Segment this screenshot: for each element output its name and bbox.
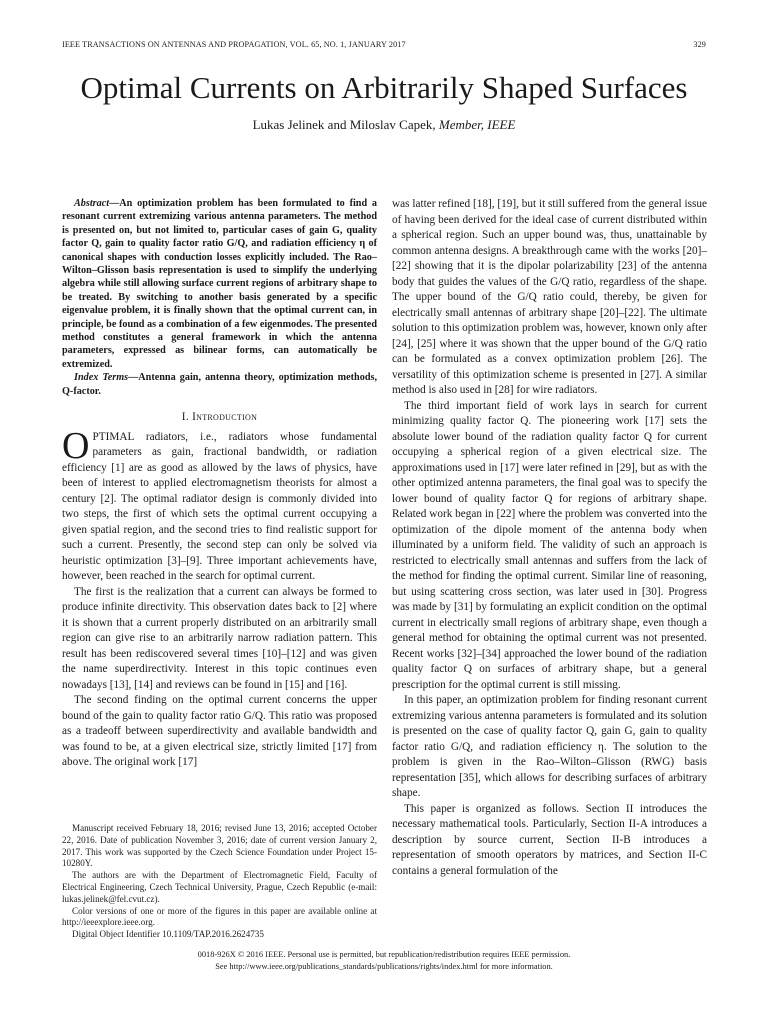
- intro-paragraph-1: OPTIMAL radiators, i.e., radiators whose fundamental parameters as gain, fractional bandwidth, or radiation efficiency [1] are as good as allowed by the laws of physics, have been of interest to applied electromagnetism theorists for almost a century [2]. The optimal radiator design is commonly divided into two steps, the first of which sets the optimal current occupying a given spatial region, and the second tries to find realistic support for such a current. Presently, the second step can only be solved via heuristic optimization [3]–[9]. Three important achievements have, however, been reached in the search for optimal current.: [62, 424, 377, 583]
- copyright-line-2: See http://www.ieee.org/publications_standards/publications/rights/index.html for more information.: [215, 962, 553, 971]
- running-header: [62, 40, 706, 49]
- abstract-label: Abstract: [74, 198, 110, 209]
- body-paragraph-2: The third important field of work lays in search for current minimizing quality factor Q. The pioneering work [17] sets the absolute lower bound of the radiation quality factor Q for current occupying a spherical region of a given electrical size. The approximations used in [17] were later refined in [29], but as with the other optimized antenna parameters, the final goal was to specify the lower bound of quality factor Q for regions of arbitrary shape. Related work began in [22] where the problem was converted into the optimization of the dipole moment of the antenna body when illuminated by a uniform field. The validity of such an approach is restricted to electrically small antennas and suffers from the lack of the method for finding the optimal current. Similar line of reasoning, but using scattering cross section, was later used in [30]. Progress was made by [31] by formulating an explicit condition on the optimal current in electrically small regions of arbitrary shape, even though a general method for obtaining the optimal current was not presented. Recent works [32]–[34] approached the lower bound of the radiation quality factor Q on surfaces of arbitrary shape, but a general prescription for the optimal current is still missing.: [392, 399, 707, 691]
- journal-name: IEEE TRANSACTIONS ON ANTENNAS AND PROPAGATION, VOL. 65, NO. 1, JANUARY 2017: [62, 40, 406, 49]
- paper-title: Optimal Currents on Arbitrarily Shaped Surfaces: [80, 70, 688, 105]
- footnote-color: Color versions of one or more of the figures in this paper are available online at http://ieeexplore.ieee.org.: [62, 905, 377, 928]
- index-terms-text: —Antenna gain, antenna theory, optimization methods, Q-factor.: [62, 372, 377, 397]
- left-column: [62, 197, 377, 771]
- copyright-notice: [0, 949, 768, 973]
- intro-paragraph-3: The second finding on the optimal current concerns the upper bound of the gain to quality factor ratio G/Q. This ratio was proposed as a tradeoff between superdirectivity and available bandwidth and was found to be, at a given electrical size, strictly limited [17] from above. The original work [17]: [62, 694, 377, 769]
- section-heading-introduction: [62, 410, 377, 426]
- page-number: 329: [693, 40, 706, 49]
- author-names: Lukas Jelinek and Miloslav Capek,: [252, 117, 439, 132]
- section-title: Introduction: [192, 411, 258, 424]
- footnotes: [62, 823, 377, 941]
- intro-paragraph-2: The first is the realization that a current can always be formed to produce infinite directivity. This observation dates back to [2] where it is shown that a current properly distributed on an arbitrarily small region can give rise to an arbitrarily narrow radiation pattern. This result has been rediscovered several times [10]–[12] and was given the name superdirectivity. Interest in this topic continues even nowadays [13], [14] and reviews can be found in [15] and [16].: [62, 585, 377, 691]
- section-numeral: I.: [181, 411, 193, 424]
- right-column: [392, 197, 707, 879]
- author-role: Member, IEEE: [438, 117, 516, 132]
- index-terms: [62, 371, 377, 398]
- index-terms-label: Index Terms: [74, 372, 129, 384]
- body-paragraph-3: In this paper, an optimization problem for finding resonant current extremizing various antenna parameters is formulated and its solution is presented on the case of quality factor Q, gain G, gain to quality factor ratio G/Q, and radiation efficiency η. The solution to the problem is given in the Rao–Wilton–Glisson (RWG) basis representation [35], which allows for describing surfaces of arbitrary shape.: [392, 694, 707, 799]
- drop-cap: O: [62, 424, 90, 467]
- abstract: [62, 197, 377, 371]
- footnote-doi: Digital Object Identifier 10.1109/TAP.2016.2624735: [72, 929, 264, 940]
- footnote-affiliation: The authors are with the Department of Electromagnetic Field, Faculty of Electrical Engineering, Czech Technical University, Prague, Czech Republic (e-mail: lukas.jelinek@fel.cvut.cz).: [62, 870, 377, 904]
- body-paragraph-4: This paper is organized as follows. Section II introduces the necessary mathematical tools. Particularly, Section II-A introduces a description by source current, Section II-B introduces a representation of smooth operators by matrices, and Section II-C contains a general formulation of the: [392, 802, 707, 877]
- body-paragraph-1: was latter refined [18], [19], but it still suffered from the general issue of having been derived for the ideal case of current distributed within a spherical region. Such an upper bound was, thus, unattainable by common antenna designs. A breakthrough came with the works [20]–[22] showing that it is the dipolar polarizability [23] of the antenna body that guides the values of the G/Q ratio, regardless of the shape. The upper bound of the G/Q ratio could, thereby, be given for electrically small antennas of arbitrary shape [20]–[22]. The ultimate solution to this optimization problem was, however, known only after [24], [25] where it was shown that the upper bound of the G/Q ratio can be formulated as a convex optimization problem [26]. The versatility of this optimization scheme is presented in [27]. A similar method is also used in [28] for wire radiators.: [392, 198, 707, 396]
- copyright-line-1: 0018-926X © 2016 IEEE. Personal use is permitted, but republication/redistribution requires IEEE permission.: [197, 950, 571, 959]
- abstract-text: —An optimization problem has been formulated to find a resonant current extremizing various antenna parameters. The method is presented on, but not limited to, particular cases of gain G, quality factor Q, gain to quality factor ratio G/Q, and radiation efficiency η of canonical shapes with conduction losses explicitly included. The Rao–Wilton–Glisson basis representation is used to simplify the underlying algebra while still allowing surface current regions of arbitrary shape to be treated. By switching to another basis generated by a specific eigenvalue problem, it is finally shown that the optimal current can, in principle, be found as a combination of a few eigenmodes. The presented method constitutes a general framework in which the antenna parameters, expressed as bilinear forms, can automatically be extremized.: [62, 198, 377, 370]
- footnote-manuscript: Manuscript received February 18, 2016; revised June 13, 2016; accepted October 22, 2016. Date of publication November 3, 2016; date of current version January 2, 2017. This work was supported by the Czech Science Foundation under Project 15-10280Y.: [62, 823, 377, 869]
- author-line: [0, 117, 768, 133]
